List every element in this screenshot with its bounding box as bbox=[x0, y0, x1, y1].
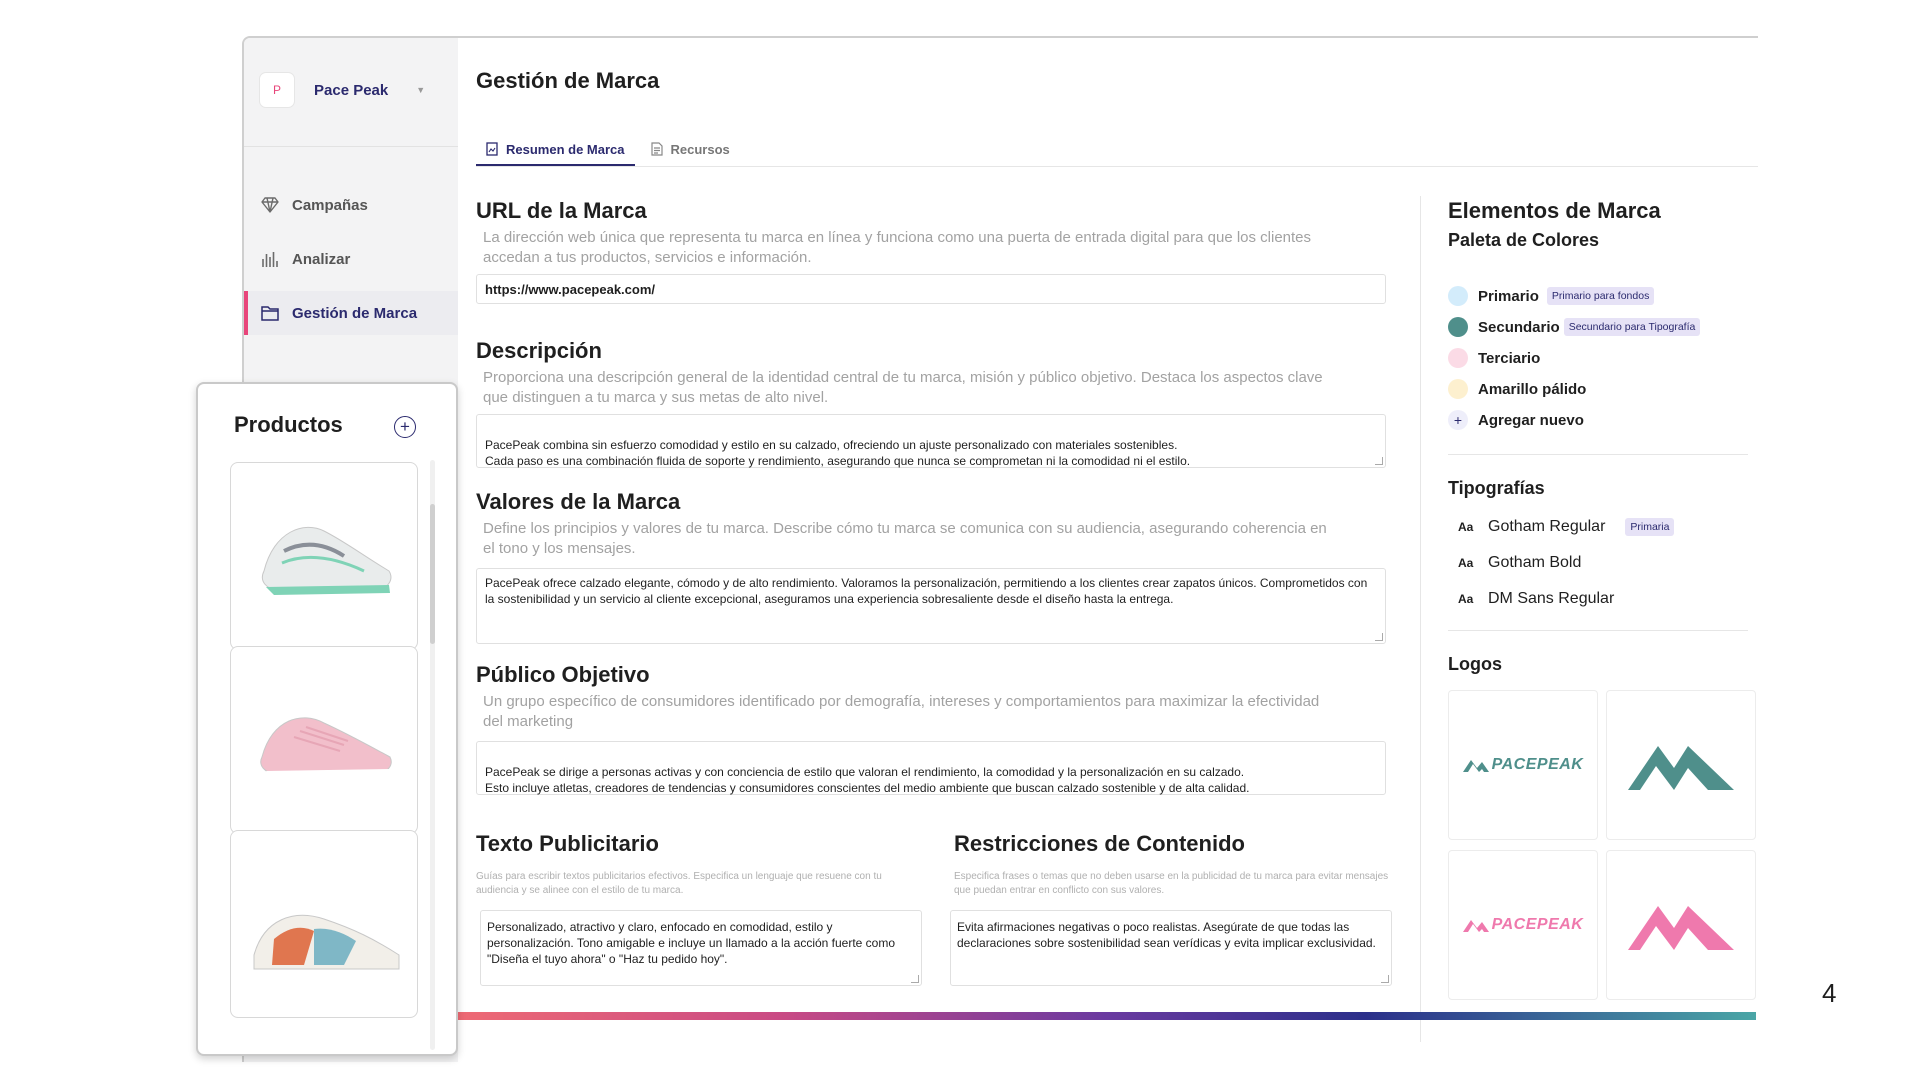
section-desc-restricciones: Especifica frases o temas que no deben usarse en la publicidad de tu marca para evitar mensajes que puedan entrar en conflicto con sus valores. bbox=[954, 871, 1389, 896]
typography-title: Tipografías bbox=[1448, 478, 1545, 498]
shoe-image bbox=[244, 869, 404, 979]
products-panel bbox=[196, 382, 458, 1056]
logo-text: PACEPEAK bbox=[1491, 916, 1584, 933]
valores-text: PacePeak ofrece calzado elegante, cómodo y de alto rendimiento. Valoramos la personalización, permitiendo a los clientes crear zapatos únicos. Comprometidos con la sostenibilidad y un servicio al cliente excepcional, aseguramos una experiencia sobresaliente desde el diseño hasta la entrega. bbox=[485, 576, 1368, 606]
section-title-restricciones: Restricciones de Contenido bbox=[954, 831, 1245, 856]
products-title: Productos bbox=[234, 412, 343, 437]
brand-name: Pace Peak bbox=[314, 81, 389, 99]
color-primario[interactable] bbox=[1448, 284, 1654, 308]
add-color-label: Agregar nuevo bbox=[1478, 411, 1584, 429]
color-swatch bbox=[1448, 317, 1468, 337]
sidebar-item-campanas[interactable] bbox=[244, 183, 458, 227]
color-name: Primario bbox=[1478, 287, 1539, 305]
restricciones-textarea[interactable] bbox=[950, 910, 1392, 986]
color-swatch bbox=[1448, 348, 1468, 368]
divider bbox=[1448, 454, 1748, 455]
resize-handle-icon[interactable] bbox=[1381, 975, 1389, 983]
section-desc-texto-publicitario: Guías para escribir textos publicitarios efectivos. Especifica un lenguaje que resuene con tu audiencia y se alinee con el estilo de tu marca. bbox=[476, 871, 882, 896]
section-title-publico: Público Objetivo bbox=[476, 662, 650, 687]
brand-elements-title: Elementos de Marca bbox=[1448, 198, 1661, 223]
tab-label: Resumen de Marca bbox=[506, 141, 625, 157]
tab-underline bbox=[476, 166, 1758, 167]
folder-icon bbox=[260, 303, 280, 323]
column-divider bbox=[1420, 196, 1421, 1042]
logo-wordmark bbox=[1463, 916, 1584, 934]
brand-switcher[interactable] bbox=[260, 72, 450, 108]
resize-handle-icon[interactable] bbox=[911, 975, 919, 983]
color-secundario[interactable] bbox=[1448, 315, 1700, 339]
section-title-url: URL de la Marca bbox=[476, 198, 647, 223]
app-window bbox=[242, 36, 1758, 1062]
font-tag: Primaria bbox=[1625, 518, 1674, 536]
chevron-down-icon: ▼ bbox=[416, 85, 426, 95]
tab-bar bbox=[476, 134, 746, 166]
font-sample-icon: Aa bbox=[1458, 556, 1474, 570]
logo-mark bbox=[1628, 900, 1734, 950]
sidebar-item-analizar[interactable] bbox=[244, 237, 458, 281]
logo-wordmark bbox=[1463, 756, 1584, 774]
product-card[interactable] bbox=[230, 830, 418, 1018]
publico-textarea[interactable] bbox=[476, 741, 1386, 795]
add-product-button[interactable] bbox=[394, 416, 416, 438]
section-desc-descripcion: Proporciona una descripción general de la identidad central de tu marca, misión y público objetivo. Destaca los aspectos clave que distinguen a tu marca y sus metas de alto nivel. bbox=[483, 369, 1323, 406]
color-name: Secundario bbox=[1478, 318, 1560, 336]
publico-text: PacePeak se dirige a personas activas y con conciencia de estilo que valoran el rendimiento, la comodidad y la personalización en su calzado. Esto incluye atletas, creadores de tendencias y consumidores conscientes del medio ambiente que buscan calzado sostenible y de alta calidad. bbox=[485, 765, 1250, 795]
logos-title: Logos bbox=[1448, 654, 1502, 674]
color-name: Amarillo pálido bbox=[1478, 380, 1587, 398]
product-card[interactable] bbox=[230, 646, 418, 834]
font-name: Gotham Bold bbox=[1488, 554, 1582, 571]
color-terciario[interactable] bbox=[1448, 346, 1540, 370]
sidebar-item-label: Gestión de Marca bbox=[292, 304, 418, 322]
color-tag: Primario para fondos bbox=[1547, 287, 1654, 305]
section-desc-url: La dirección web única que representa tu marca en línea y funciona como una puerta de entrada digital para que los clientes accedan a tus productos, servicios e información. bbox=[483, 229, 1312, 266]
font-name: Gotham Regular bbox=[1488, 518, 1606, 535]
logo-wordmark-pink[interactable] bbox=[1448, 850, 1598, 1000]
document-icon bbox=[651, 142, 663, 156]
logo-wordmark-teal[interactable] bbox=[1448, 690, 1598, 840]
main-content bbox=[458, 38, 1758, 1062]
color-tag: Secundario para Tipografía bbox=[1564, 318, 1701, 336]
restricciones-text: Evita afirmaciones negativas o poco realistas. Asegúrate de que todas las declaraciones sobre sostenibilidad sean verídicas y evita implicar exclusividad. bbox=[957, 920, 1376, 950]
brand-url-field[interactable]: https://www.pacepeak.com/ bbox=[476, 274, 1386, 304]
logo-mark-teal[interactable] bbox=[1606, 690, 1756, 840]
color-swatch bbox=[1448, 379, 1468, 399]
sidebar-divider bbox=[244, 146, 458, 147]
font-dm-sans-regular[interactable] bbox=[1458, 587, 1614, 611]
bar-chart-icon bbox=[260, 249, 280, 269]
resize-handle-icon[interactable] bbox=[1375, 633, 1383, 641]
sidebar-item-gestion-de-marca[interactable] bbox=[244, 291, 458, 335]
shoe-image bbox=[244, 685, 404, 795]
section-title-texto-publicitario: Texto Publicitario bbox=[476, 831, 659, 856]
descripcion-text: PacePeak combina sin esfuerzo comodidad y estilo en su calzado, ofreciendo un ajuste personalizado con materiales sostenibles. Cada paso es una combinación fluida de soporte y rendimiento, asegurando que nunca se comprometan ni la comodidad ni el estilo. bbox=[485, 438, 1191, 468]
tab-label: Recursos bbox=[670, 141, 730, 157]
section-desc-valores: Define los principios y valores de tu marca. Describe cómo tu marca se comunica con su audiencia, asegurando coherencia en el tono y los mensajes. bbox=[483, 520, 1327, 557]
resize-handle-icon[interactable] bbox=[1375, 457, 1383, 465]
font-gotham-regular[interactable] bbox=[1458, 515, 1674, 539]
font-sample-icon: Aa bbox=[1458, 520, 1474, 534]
sidebar-item-label: Analizar bbox=[292, 250, 351, 268]
page-number: 4 bbox=[1822, 978, 1837, 1008]
texto-publicitario-textarea[interactable] bbox=[480, 910, 922, 986]
scrollbar-thumb[interactable] bbox=[430, 504, 435, 644]
logo-mark-pink[interactable] bbox=[1606, 850, 1756, 1000]
font-gotham-bold[interactable] bbox=[1458, 551, 1581, 575]
color-amarillo-palido[interactable] bbox=[1448, 377, 1586, 401]
texto-publicitario-text: Personalizado, atractivo y claro, enfocado en comodidad, estilo y personalización. Tono amigable e incluye un llamado a la acción fuerte como "Diseña el tuyo ahora" o "Haz tu pedido hoy". bbox=[487, 920, 896, 966]
image-doc-icon bbox=[486, 142, 498, 156]
valores-textarea[interactable] bbox=[476, 568, 1386, 644]
section-title-valores: Valores de la Marca bbox=[476, 489, 681, 514]
palette-title: Paleta de Colores bbox=[1448, 230, 1600, 250]
font-name: DM Sans Regular bbox=[1488, 590, 1615, 607]
plus-icon: + bbox=[1448, 410, 1468, 430]
logo-mark bbox=[1628, 740, 1734, 790]
font-sample-icon: Aa bbox=[1458, 592, 1474, 606]
product-card[interactable] bbox=[230, 462, 418, 650]
descripcion-textarea[interactable] bbox=[476, 414, 1386, 468]
add-color-button[interactable] bbox=[1448, 408, 1584, 432]
page-title: Gestión de Marca bbox=[476, 68, 660, 93]
sidebar-item-label: Campañas bbox=[292, 196, 368, 214]
section-desc-publico: Un grupo específico de consumidores identificado por demografía, intereses y comportamientos para maximizar la efectividad del marketing bbox=[483, 693, 1320, 730]
divider bbox=[1448, 630, 1748, 631]
tab-recursos[interactable] bbox=[641, 134, 740, 164]
brand-logo: P bbox=[260, 73, 294, 107]
brand-gradient-bar bbox=[456, 1012, 1756, 1020]
logo-text: PACEPEAK bbox=[1491, 756, 1584, 773]
tab-resumen-de-marca[interactable] bbox=[476, 134, 635, 166]
color-swatch bbox=[1448, 286, 1468, 306]
plus-icon: + bbox=[400, 417, 410, 436]
diamond-icon bbox=[260, 195, 280, 215]
shoe-image bbox=[244, 501, 404, 611]
color-name: Terciario bbox=[1478, 349, 1541, 367]
section-title-descripcion: Descripción bbox=[476, 338, 602, 363]
